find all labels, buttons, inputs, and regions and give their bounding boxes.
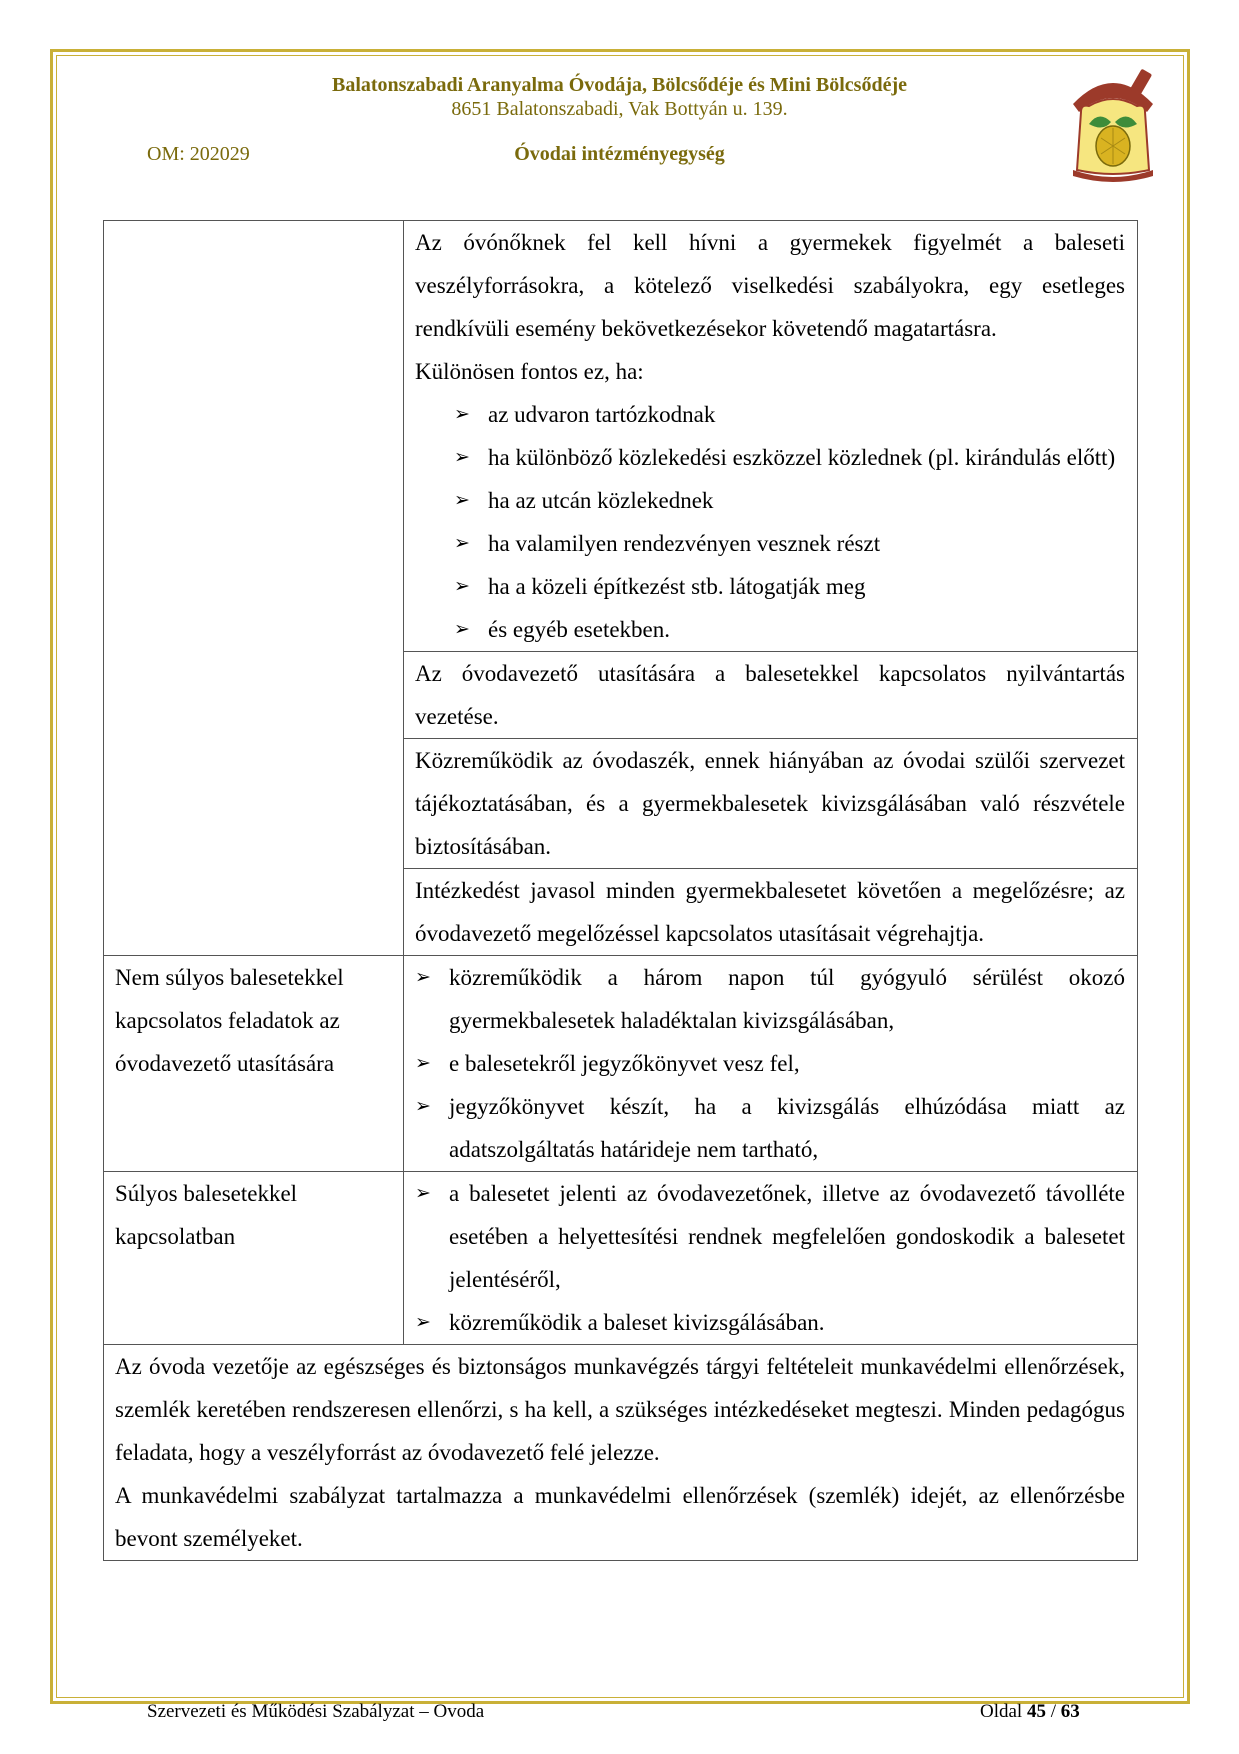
summary-cell <box>104 1345 1138 1561</box>
arrow-bullet-icon: ➢ <box>454 489 470 511</box>
bullet-list <box>415 393 1125 651</box>
bullet-list <box>415 1172 1125 1344</box>
row-label-cell <box>104 221 404 956</box>
arrow-bullet-icon: ➢ <box>415 1095 431 1117</box>
arrow-bullet-icon: ➢ <box>415 1311 431 1333</box>
arrow-bullet-icon: ➢ <box>454 532 470 554</box>
paragraph: Különösen fontos ez, ha: <box>415 359 644 384</box>
list-item: ➢ ha az utcán közlekednek <box>454 479 1125 522</box>
arrow-bullet-icon: ➢ <box>415 1052 431 1074</box>
paragraph: Az óvoda vezetője az egészséges és biztonságos munkavégzés tárgyi feltételeit munkavédelmi ellenőrzések, szemlék keretében rendszeresen ellenőrzi, s ha kell, a szükséges intézkedéseket megteszi. Minden pedagógus feladata, hogy a veszélyforrást az óvodavezető felé jelezze. <box>115 1354 1125 1465</box>
paragraph: A munkavédelmi szabályzat tartalmazza a munkavédelmi ellenőrzések (szemlék) idejét, az ellenőrzésbe bevont személyeket. <box>115 1483 1125 1551</box>
row-content-cell <box>404 221 1138 652</box>
table-row <box>104 1172 1138 1345</box>
page-number: Oldal 45 / 63 <box>980 1701 1080 1722</box>
list-item: ➢ e balesetekről jegyzőkönyvet vesz fel, <box>415 1042 1125 1085</box>
arrow-bullet-icon: ➢ <box>454 446 470 468</box>
row-content-cell: Az óvodavezető utasítására a balesetekkel kapcsolatos nyilvántartás vezetése. <box>404 652 1138 739</box>
list-item: ➢ és egyéb esetekben. <box>454 608 1125 651</box>
unit-name: Óvodai intézményegység <box>514 143 725 165</box>
bullet-list <box>415 956 1125 1171</box>
row-content-cell <box>404 1172 1138 1345</box>
golden-apple-crest-icon <box>1063 66 1163 186</box>
list-item: ➢ ha a közeli építkezést stb. látogatják meg <box>454 565 1125 608</box>
list-item: ➢ jegyzőkönyvet készít, ha a kivizsgálás elhúzódása miatt az adatszolgáltatás határideje nem tartható, <box>415 1085 1125 1171</box>
table-row <box>104 1345 1138 1561</box>
row-content-cell: Intézkedést javasol minden gyermekbalesetet követően a megelőzésre; az óvodavezető megelőzéssel kapcsolatos utasításait végrehajtja. <box>404 869 1138 956</box>
institution-name: Balatonszabadi Aranyalma Óvodája, Bölcsődéje és Mini Bölcsődéje <box>332 74 907 96</box>
institution-address: 8651 Balatonszabadi, Vak Bottyán u. 139. <box>451 98 788 120</box>
om-number: OM: 202029 <box>147 143 250 165</box>
table-row <box>104 956 1138 1172</box>
list-item: ➢ a balesetet jelenti az óvodavezetőnek, illetve az óvodavezető távolléte esetében a helyettesítési rendnek megfelelően gondoskodik a balesetet jelentéséről, <box>415 1172 1125 1301</box>
row-label-cell: Nem súlyos balesetekkel kapcsolatos feladatok az óvodavezető utasítására <box>104 956 404 1172</box>
list-item: ➢ ha valamilyen rendezvényen vesznek részt <box>454 522 1125 565</box>
table-row <box>104 221 1138 652</box>
row-content-cell: Közreműködik az óvodaszék, ennek hiányában az óvodai szülői szervezet tájékoztatásában, és a gyermekbalesetek kivizsgálásában való részvétele biztosításában. <box>404 739 1138 869</box>
row-label-cell: Súlyos balesetekkel kapcsolatban <box>104 1172 404 1345</box>
paragraph: Az óvónőknek fel kell hívni a gyermekek figyelmét a baleseti veszélyforrásokra, a kötelező viselkedési szabályokra, egy esetleges rendkívüli esemény bekövetkezésekor követendő magatartásra. <box>415 230 1125 341</box>
footer-title: Szervezeti és Működési Szabályzat – Ovoda <box>147 1701 485 1722</box>
list-item: ➢ közreműködik a három napon túl gyógyuló sérülést okozó gyermekbalesetek haladéktalan kivizsgálásában, <box>415 956 1125 1042</box>
arrow-bullet-icon: ➢ <box>454 403 470 425</box>
arrow-bullet-icon: ➢ <box>454 618 470 640</box>
row-content-cell <box>404 956 1138 1172</box>
list-item: ➢ az udvaron tartózkodnak <box>454 393 1125 436</box>
list-item: ➢ ha különböző közlekedési eszközzel közlednek (pl. kirándulás előtt) <box>454 436 1125 479</box>
list-item: ➢ közreműködik a baleset kivizsgálásában. <box>415 1301 1125 1344</box>
arrow-bullet-icon: ➢ <box>415 966 431 988</box>
arrow-bullet-icon: ➢ <box>454 575 470 597</box>
safety-duties-table <box>103 220 1138 1561</box>
arrow-bullet-icon: ➢ <box>415 1182 431 1204</box>
